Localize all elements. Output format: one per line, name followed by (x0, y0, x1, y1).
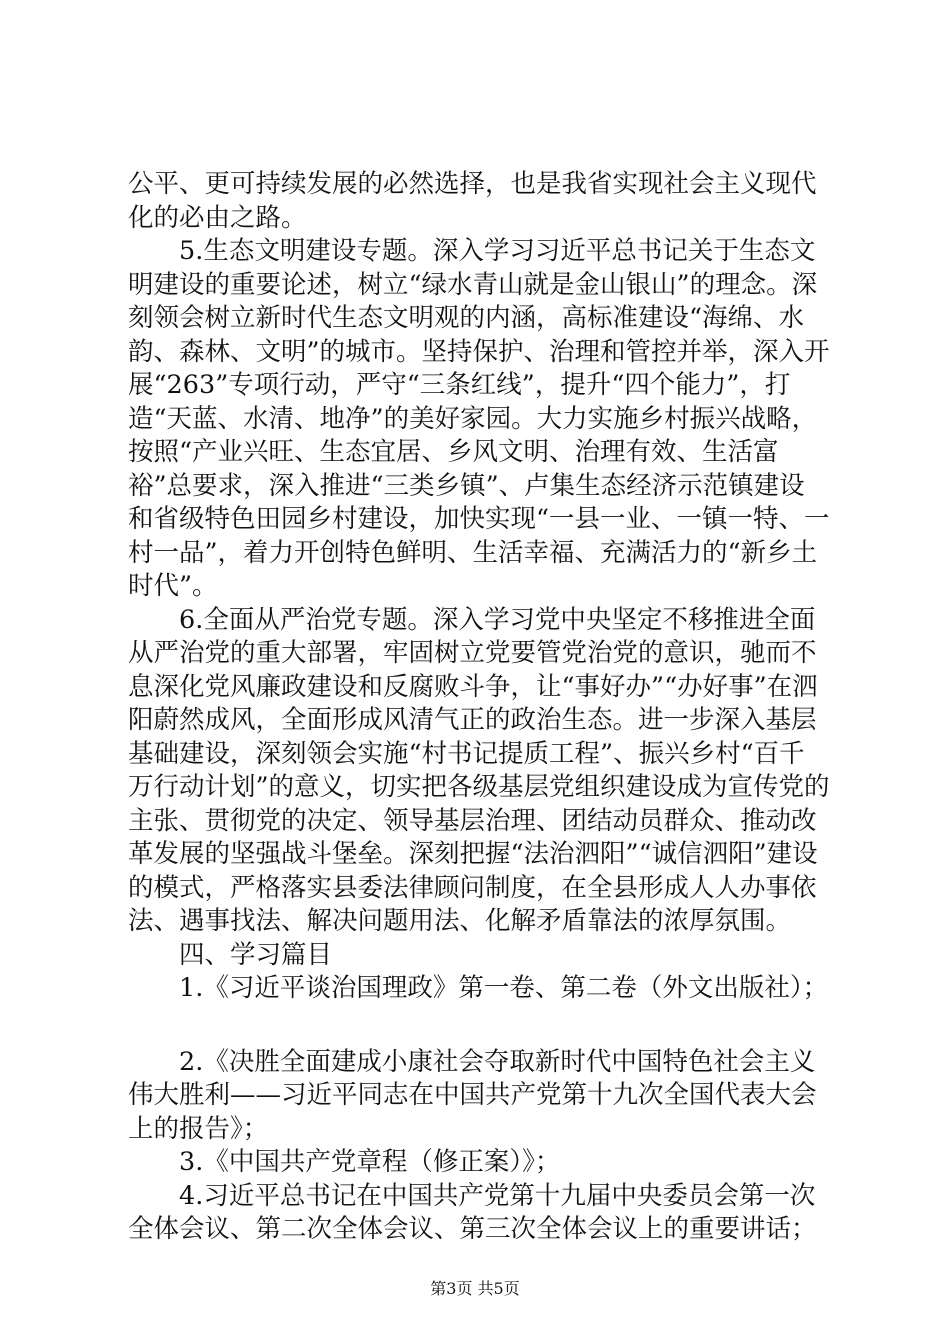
section-heading-reading-list: 四、学习篇目 (179, 939, 333, 970)
paragraph-ecology-topic: 5.生态文明建设专题。深入学习习近平总书记关于生态文明建设的重要论述，树立“绿水青山就是金山银山”的理念。深刻领会树立新时代生态文明观的内涵，高标准建设“海绵、水韵、森林、文明”的城市。坚持保护、治理和管控并举，深入开展“263”专项行动，严守“三条红线”，提升“四个能力”，打造“天蓝、水清、地净”的美好家园。大力实施乡村振兴战略，按照“产业兴旺、生态宜居、乡风文明、治理有效、生活富裕”总要求，深入推进“三类乡镇”、卢集生态经济示范镇建设和省级特色田园乡村建设，加快实现“一县一业、一镇一特、一村一品”，着力开创特色鲜明、生活幸福、充满活力的“新乡土时代”。 (128, 236, 830, 601)
page-number-footer: 第3页 共5页 (430, 1279, 520, 1298)
document-body (128, 168, 830, 1247)
reading-item-2: 2.《决胜全面建成小康社会夺取新时代中国特色社会主义伟大胜利——习近平同志在中国共产党第十九次全国代表大会上的报告》； (128, 1046, 817, 1144)
reading-item-3: 3.《中国共产党章程（修正案）》； (179, 1147, 561, 1177)
paragraph-party-discipline-topic: 6.全面从严治党专题。深入学习党中央坚定不移推进全面从严治党的重大部署，牢固树立党要管党治党的意识，驰而不息深化党风廉政建设和反腐败斗争，让“事好办”“办好事”在泗阳蔚然成风，全面形成风清气正的政治生态。进一步深入基层基础建设，深刻领会实施“村书记提质工程”、振兴乡村“百千万行动计划”的意义，切实把各级基层党组织建设成为宣传党的主张、贯彻党的决定、领导基层治理、团结动员群众、推动改革发展的坚强战斗堡垒。深刻把握“法治泗阳”“诚信泗阳”建设的模式，严格落实县委法律顾问制度，在全县形成人人办事依法、遇事找法、解决问题用法、化解矛盾靠法的浓厚氛围。 (128, 604, 830, 936)
reading-item-4: 4.习近平总书记在中国共产党第十九届中央委员会第一次全体会议、第二次全体会议、第三次全体会议上的重要讲话； (128, 1180, 817, 1244)
paragraph-continuation: 公平、更可持续发展的必然选择，也是我省实现社会主义现代化的必由之路。 (128, 169, 817, 233)
reading-item-1: 1.《习近平谈治国理政》第一卷、第二卷（外文出版社）； (179, 973, 829, 1003)
